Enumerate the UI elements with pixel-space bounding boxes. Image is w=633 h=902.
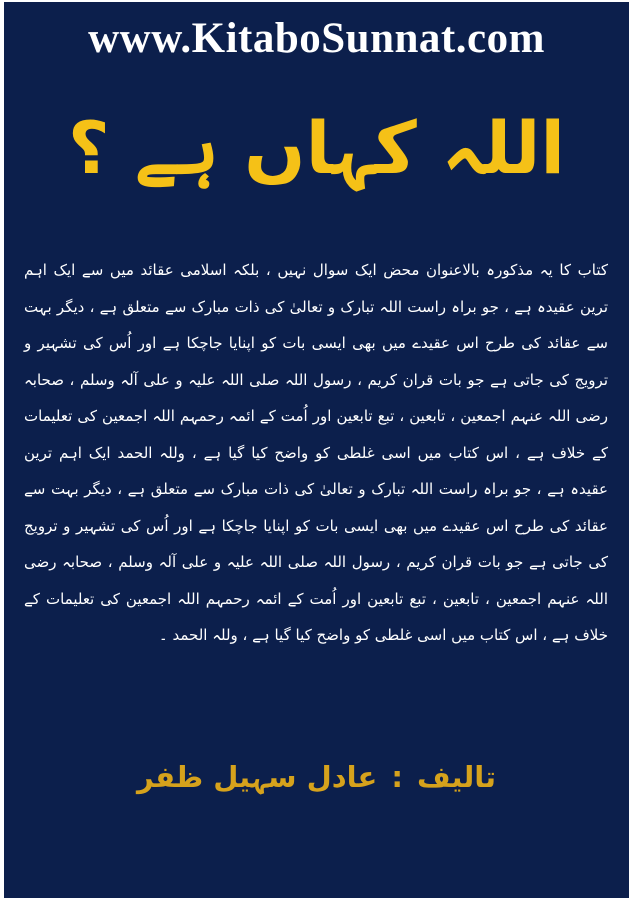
description-paragraph: کتاب کا یہ مذکورہ بالاعنوان محض ایک سوال نہیں ، بلکہ اسلامی عقائد میں سے ایک اہم ترین عقیدہ ہے ، جو براہ راست اللہ تبارک و تعالیٰ کی ذات مبارک سے متعلق ہے ، دیگر بہت سے عقائد کی طرح اس عقیدے میں بھی ایسی بات کو اپنایا جاچکا ہے اور اُس کی تشہیر و ترویج کی جاتی ہے جو بات قران کریم ، رسول اللہ صلی اللہ علیہ و علی آلہ وسلم ، صحابہ رضی اللہ عنہم اجمعین ، تابعین ، تبع تابعین اور اُمت کے ائمہ رحمہم اللہ اجمعین کی تعلیمات کے خلاف ہے ، اس کتاب میں اسی غلطی کو واضح کیا گیا ہے ، وللہ الحمد ایک اہم ترین عقیدہ ہے ، جو براہ راست اللہ تبارک و تعالیٰ کی ذات مبارک سے متعلق ہے ، دیگر بہت سے عقائد کی طرح اس عقیدے میں بھی ایسی بات کو اپنایا جاچکا ہے اور اُس کی تشہیر و ترویج کی جاتی ہے جو بات قران کریم ، رسول اللہ صلی اللہ علیہ و علی آلہ وسلم ، صحابہ رضی اللہ عنہم اجمعین ، تابعین ، تبع تابعین اور اُمت کے ائمہ رحمہم اللہ اجمعین کی تعلیمات کے خلاف ہے ، اس کتاب میں اسی غلطی کو واضح کیا گیا ہے ، وللہ الحمد ۔: [24, 261, 608, 644]
author-name: عادل سہیل ظفر: [136, 760, 378, 794]
book-title: اللہ کہاں ہے ؟: [67, 106, 566, 190]
author-label: تالیف: [416, 760, 497, 794]
author-line: [4, 752, 629, 802]
description-text: [24, 252, 608, 654]
book-cover: [4, 2, 629, 898]
site-url: www.KitaboSunnat.com: [88, 15, 545, 62]
author-separator: :: [391, 760, 403, 794]
